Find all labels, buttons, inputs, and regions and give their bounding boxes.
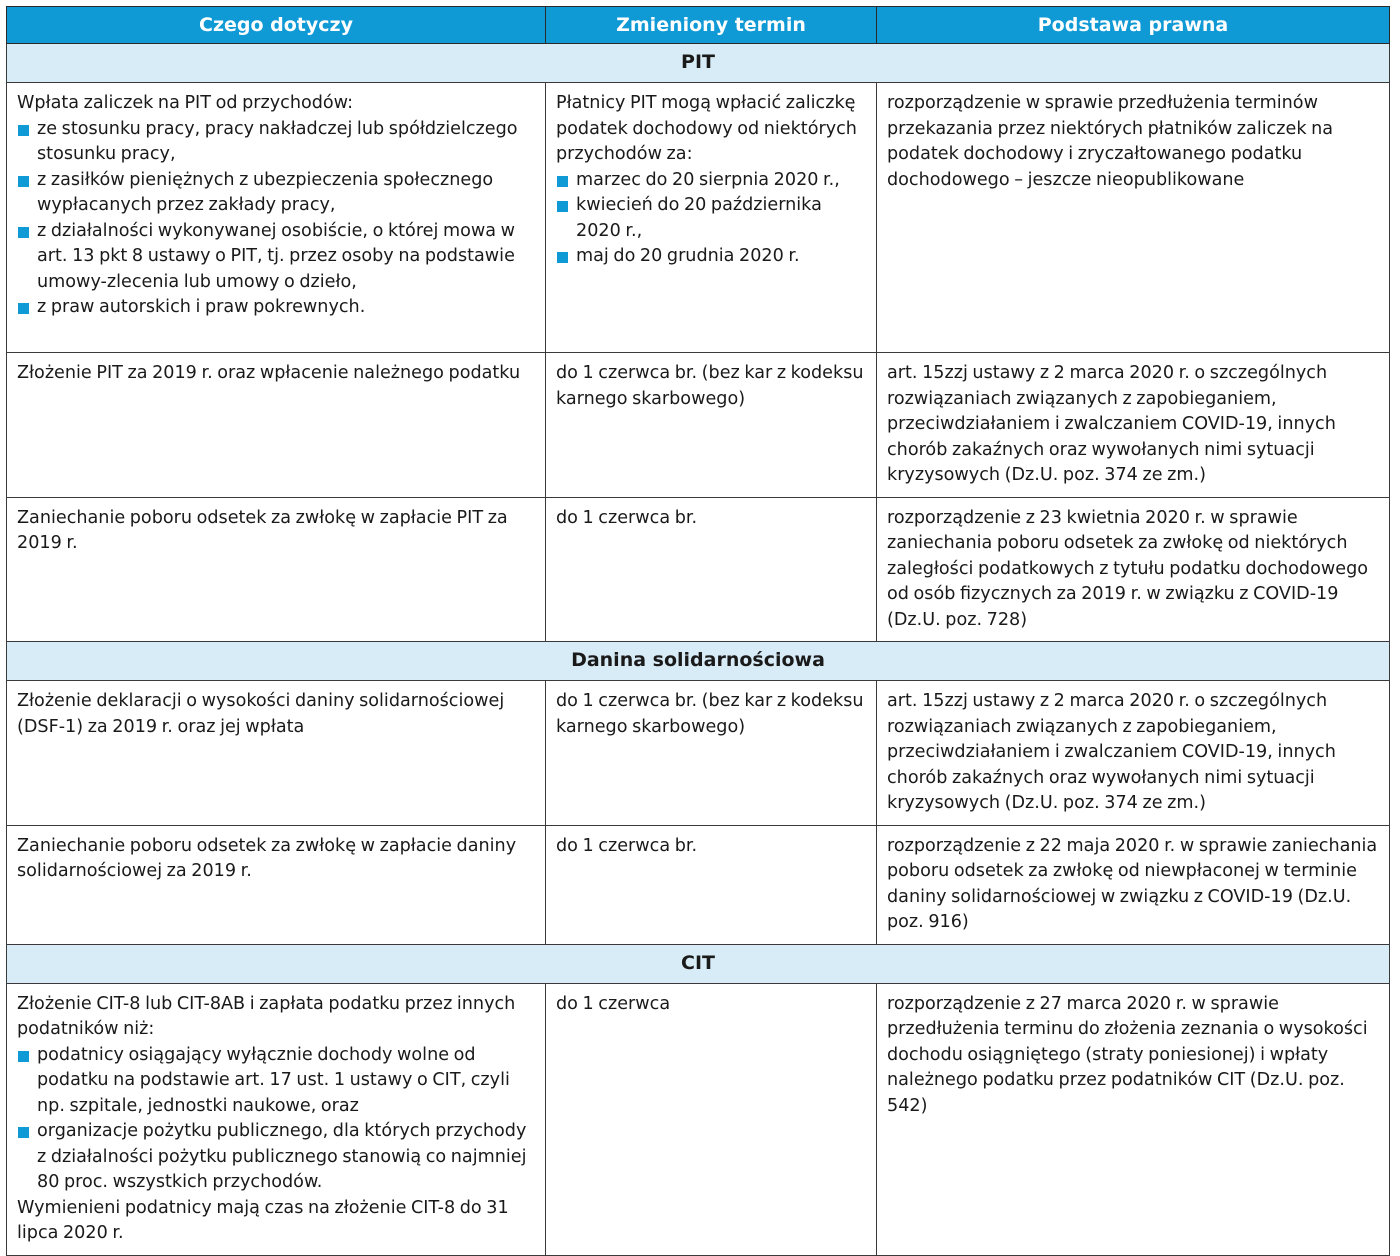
cell-term: do 1 czerwca br. bbox=[546, 497, 877, 642]
table-row bbox=[7, 353, 1390, 498]
section-title: PIT bbox=[7, 44, 1390, 83]
cell-basis: rozporządzenie z 23 kwietnia 2020 r. w sprawie zaniechania poboru odsetek za zwłokę od niektórych zaległości podatkowych z tytułu podatku dochodowego od osób fizycznych za 2019 r. w związku z COVID-19 (Dz.U. poz. 728) bbox=[877, 497, 1390, 642]
section-pit bbox=[7, 44, 1390, 83]
bullet-list bbox=[17, 117, 535, 321]
list-item: z praw autorskich i praw pokrewnych. bbox=[17, 295, 535, 321]
table-row bbox=[7, 681, 1390, 826]
list-item: ze stosunku pracy, pracy nakładczej lub spółdzielczego stosunku pracy, bbox=[17, 117, 535, 168]
header-term: Zmieniony termin bbox=[546, 7, 877, 44]
cell-what: Zaniechanie poboru odsetek za zwłokę w zapłacie daniny solidarnościowej za 2019 r. bbox=[7, 825, 546, 944]
cell-basis: art. 15zzj ustawy z 2 marca 2020 r. o szczególnych rozwiązaniach związanych z zapobieganiem, przeciwdziałaniem i zwalczaniem COVID-19, innych chorób zakaźnych oraz wywołanych nimi sytuacji kryzysowych (Dz.U. poz. 374 ze zm.) bbox=[877, 681, 1390, 826]
header-row bbox=[7, 7, 1390, 44]
table-row bbox=[7, 825, 1390, 944]
cell-what bbox=[7, 983, 546, 1255]
section-title: Danina solidarnościowa bbox=[7, 642, 1390, 681]
list-item: z działalności wykonywanej osobiście, o której mowa w art. 13 pkt 8 ustawy o PIT, tj. przez osoby na podstawie umowy-zlecenia lub umowy o dzieło, bbox=[17, 219, 535, 296]
section-danina bbox=[7, 642, 1390, 681]
bullet-list bbox=[556, 168, 866, 270]
cell-what bbox=[7, 83, 546, 353]
cell-basis: art. 15zzj ustawy z 2 marca 2020 r. o szczególnych rozwiązaniach związanych z zapobieganiem, przeciwdziałaniem i zwalczaniem COVID-19, innych chorób zakaźnych oraz wywołanych nimi sytuacji kryzysowych (Dz.U. poz. 374 ze zm.) bbox=[877, 353, 1390, 498]
section-cit bbox=[7, 944, 1390, 983]
cell-what: Złożenie PIT za 2019 r. oraz wpłacenie należnego podatku bbox=[7, 353, 546, 498]
cell-intro: Płatnicy PIT mogą wpłacić zaliczkę podatek dochodowy od niektórych przychodów za: bbox=[556, 93, 857, 164]
list-item: organizacje pożytku publicznego, dla których przychody z działalności pożytku publicznego stanowią co najmniej 80 proc. wszystkich przychodów. bbox=[17, 1119, 535, 1196]
bullet-list bbox=[17, 1043, 535, 1196]
list-item: podatnicy osiągający wyłącznie dochody wolne od podatku na podstawie art. 17 ust. 1 ustawy o CIT, czyli np. szpitale, jednostki naukowe, oraz bbox=[17, 1043, 535, 1120]
cell-term: do 1 czerwca br. (bez kar z kodeksu karnego skarbowego) bbox=[546, 681, 877, 826]
cell-term: do 1 czerwca bbox=[546, 983, 877, 1255]
table-row bbox=[7, 497, 1390, 642]
cell-what: Zaniechanie poboru odsetek za zwłokę w zapłacie PIT za 2019 r. bbox=[7, 497, 546, 642]
list-item: kwiecień do 20 października 2020 r., bbox=[556, 193, 866, 244]
cell-term: do 1 czerwca br. bbox=[546, 825, 877, 944]
cell-term: do 1 czerwca br. (bez kar z kodeksu karnego skarbowego) bbox=[546, 353, 877, 498]
table-row bbox=[7, 983, 1390, 1255]
list-item: z zasiłków pieniężnych z ubezpieczenia społecznego wypłacanych przez zakłady pracy, bbox=[17, 168, 535, 219]
cell-intro: Złożenie CIT-8 lub CIT-8AB i zapłata podatku przez innych podatników niż: bbox=[17, 993, 516, 1039]
cell-term bbox=[546, 83, 877, 353]
list-item: marzec do 20 sierpnia 2020 r., bbox=[556, 168, 866, 194]
cell-basis: rozporządzenie w sprawie przedłużenia terminów przekazania przez niektórych płatników zaliczek na podatek dochodowy i zryczałtowanego podatku dochodowego – jeszcze nieopublikowane bbox=[877, 83, 1390, 353]
list-item: maj do 20 grudnia 2020 r. bbox=[556, 244, 866, 270]
table-row bbox=[7, 83, 1390, 353]
header-basis: Podstawa prawna bbox=[877, 7, 1390, 44]
cell-intro: Wpłata zaliczek na PIT od przychodów: bbox=[17, 93, 354, 113]
deadlines-table bbox=[6, 6, 1390, 1256]
header-what: Czego dotyczy bbox=[7, 7, 546, 44]
cell-outro: Wymienieni podatnicy mają czas na złożenie CIT-8 do 31 lipca 2020 r. bbox=[17, 1197, 509, 1243]
cell-basis: rozporządzenie z 22 maja 2020 r. w sprawie zaniechania poboru odsetek za zwłokę od niewpłaconej w terminie daniny solidarnościowej w związku z COVID-19 (Dz.U. poz. 916) bbox=[877, 825, 1390, 944]
cell-what: Złożenie deklaracji o wysokości daniny solidarnościowej (DSF-1) za 2019 r. oraz jej wpłata bbox=[7, 681, 546, 826]
section-title: CIT bbox=[7, 944, 1390, 983]
cell-basis: rozporządzenie z 27 marca 2020 r. w sprawie przedłużenia terminu do złożenia zeznania o wysokości dochodu osiągniętego (straty poniesionej) i wpłaty należnego podatku przez podatników CIT (Dz.U. poz. 542) bbox=[877, 983, 1390, 1255]
